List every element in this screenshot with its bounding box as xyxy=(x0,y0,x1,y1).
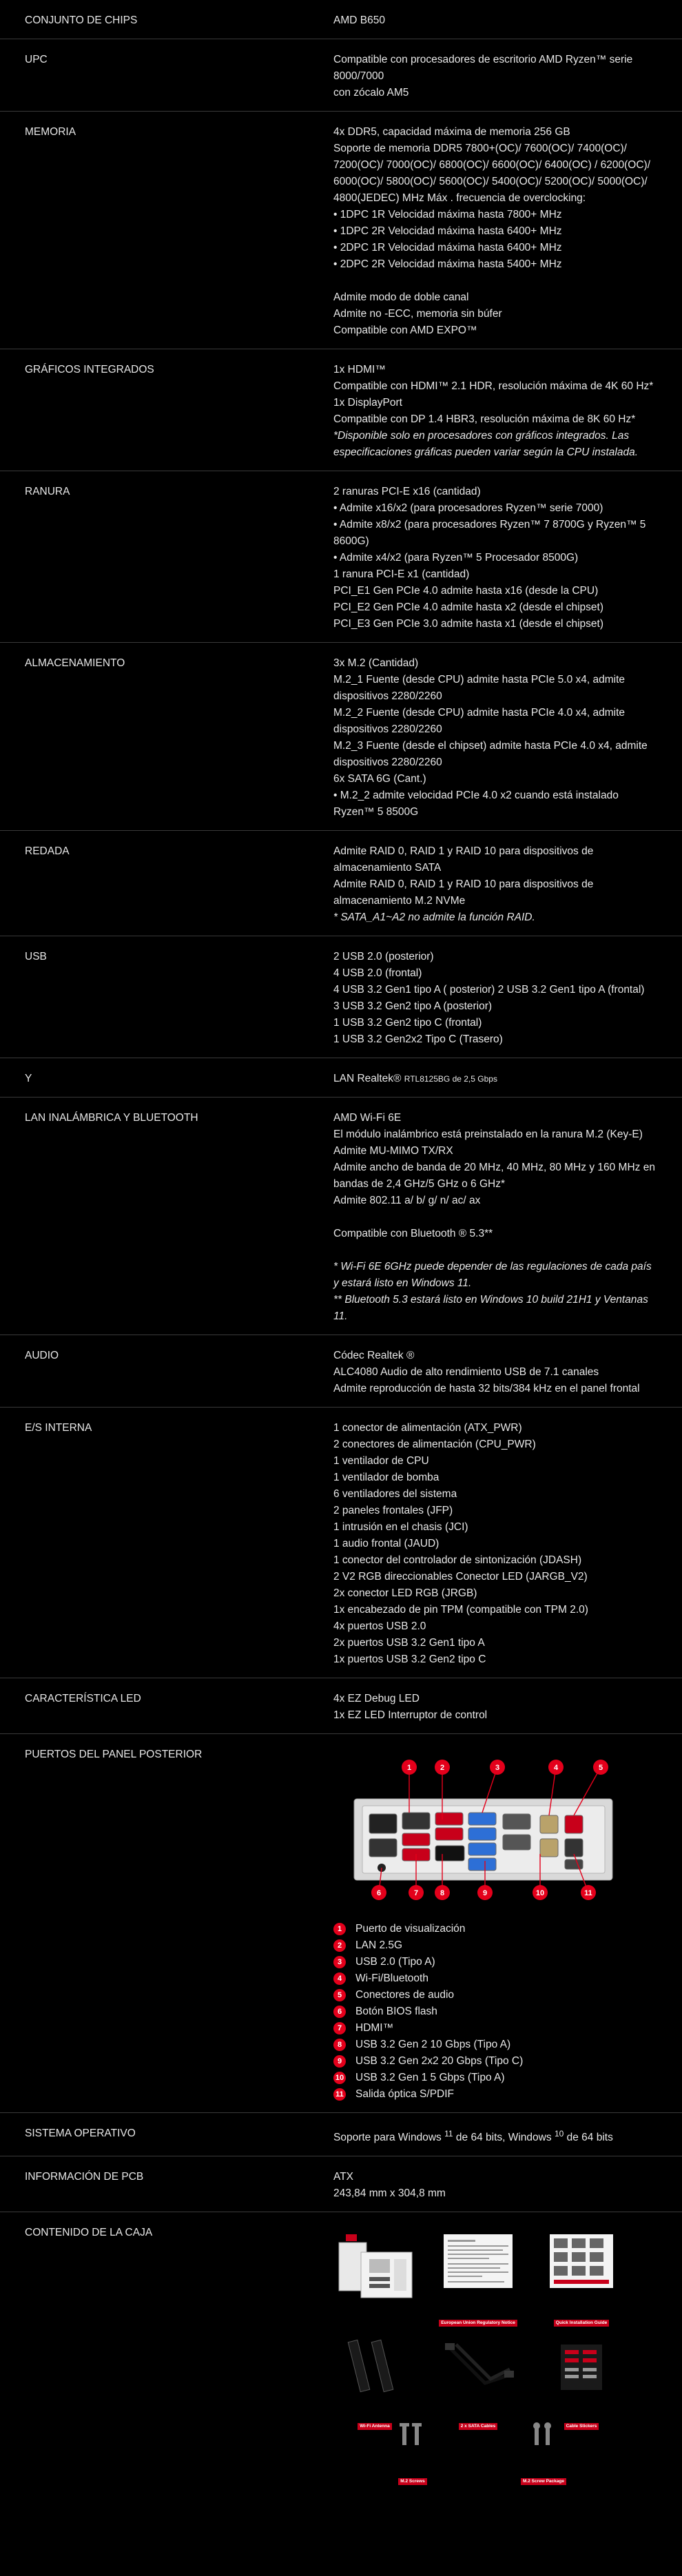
spec-line: PCI_E1 Gen PCIe 4.0 admite hasta x16 (desde la CPU) xyxy=(333,585,599,597)
legend-number-badge: 4 xyxy=(333,1972,346,1985)
spec-line: Compatible con procesadores de escritorio AMD Ryzen™ serie 8000/7000 xyxy=(333,54,636,82)
spec-line: M.2_2 Fuente (desde CPU) admite hasta PCIe 4.0 x4, admite dispositivos 2280/2260 xyxy=(333,707,628,735)
callout-number: 11 xyxy=(584,1889,592,1897)
spec-value xyxy=(333,1420,664,1668)
spec-row xyxy=(0,1408,682,1678)
spec-value xyxy=(333,124,664,339)
spec-line: Admite ancho de banda de 20 MHz, 40 MHz, 80 MHz y 160 MHz en bandas de 2,4 GHz/5 GHz o 6 GHz* xyxy=(333,1162,659,1190)
legend-number-badge: 5 xyxy=(333,1989,346,2001)
spec-row xyxy=(0,471,682,643)
legend-text: Conectores de audio xyxy=(355,1989,455,2001)
spec-line: 1x encabezado de pin TPM (compatible con TPM 2.0) xyxy=(333,1604,588,1616)
spec-label: CARACTERÍSTICA LED xyxy=(25,1693,141,1704)
spec-line: 2 V2 RGB direccionables Conector LED (JARGB_V2) xyxy=(333,1571,588,1583)
spec-line: Admite 802.11 a/ b/ g/ n/ ac/ ax xyxy=(333,1195,481,1206)
io-port xyxy=(565,1815,583,1833)
m2-screws-caption: M.2 Screws xyxy=(398,2478,426,2485)
spec-line: Compatible con AMD EXPO™ xyxy=(333,324,477,336)
legend-number-badge: 11 xyxy=(333,2088,346,2101)
spec-row xyxy=(0,0,682,39)
spec-line: 4x EZ Debug LED xyxy=(333,1693,420,1704)
legend-number-badge: 6 xyxy=(333,2006,346,2018)
legend-text: USB 3.2 Gen 1 5 Gbps (Tipo A) xyxy=(355,2072,505,2083)
spec-line: 2x conector LED RGB (JRGB) xyxy=(333,1587,477,1599)
spec-label: GRÁFICOS INTEGRADOS xyxy=(25,364,154,375)
legend-number-badge: 9 xyxy=(333,2055,346,2068)
spec-line: 1 USB 3.2 Gen2x2 Tipo C (Trasero) xyxy=(333,1033,503,1045)
box-contents-row xyxy=(0,2212,682,2484)
m2-screws xyxy=(375,2418,451,2488)
spec-line: 2 USB 2.0 (posterior) xyxy=(333,951,434,962)
spec-line: ** Bluetooth 5.3 estará listo en Windows 10 build 21H1 y Ventanas 11. xyxy=(333,1294,652,1322)
callout-number: 4 xyxy=(553,1764,559,1772)
spec-row xyxy=(0,1335,682,1408)
legend-item xyxy=(333,2020,659,2037)
spec-value xyxy=(333,1691,664,1724)
spec-line: 4x puertos USB 2.0 xyxy=(333,1620,426,1632)
spec-line: 1 conector del controlador de sintonización (JDASH) xyxy=(333,1554,582,1566)
rear-panel-value xyxy=(333,1746,664,2103)
spec-line: 3 USB 3.2 Gen2 tipo A (posterior) xyxy=(333,1000,493,1012)
spec-label: AUDIO xyxy=(25,1350,59,1361)
spec-label: CONJUNTO DE CHIPS xyxy=(25,14,138,26)
motherboard-box xyxy=(333,2232,416,2313)
io-port xyxy=(468,1858,496,1871)
spec-line: 4 USB 3.2 Gen1 tipo A ( posterior) 2 USB 3.2 Gen1 tipo A (frontal) xyxy=(333,984,645,996)
spec-label: MEMORIA xyxy=(25,126,76,138)
spec-line: Admite RAID 0, RAID 1 y RAID 10 para dispositivos de almacenamiento M.2 NVMe xyxy=(333,878,597,907)
callout-number: 7 xyxy=(413,1889,419,1897)
spec-line: ATX xyxy=(333,2171,353,2183)
spec-row xyxy=(0,112,682,349)
io-port xyxy=(503,1814,530,1829)
quick-installation-guide-image xyxy=(540,2232,623,2307)
spec-line: * SATA_A1~A2 no admite la función RAID. xyxy=(333,911,535,923)
io-port xyxy=(369,1839,397,1857)
spec-line: • Admite x16/x2 (para procesadores Ryzen™ serie 7000) xyxy=(333,502,603,514)
spec-line: Admite RAID 0, RAID 1 y RAID 10 para dispositivos de almacenamiento SATA xyxy=(333,845,597,874)
spec-line: Admite modo de doble canal xyxy=(333,291,469,303)
io-port xyxy=(468,1828,496,1840)
lan-vendor: LAN Realtek® xyxy=(333,1073,402,1084)
spec-line: Admite MU-MIMO TX/RX xyxy=(333,1145,453,1157)
io-port xyxy=(468,1813,496,1825)
io-port xyxy=(435,1846,464,1861)
spec-line: Compatible con DP 1.4 HBR3, resolución máxima de 8K 60 Hz* xyxy=(333,413,636,425)
spec-line: * Wi-Fi 6E 6GHz puede depender de las regulaciones de cada país y estará listo en Windows 11. xyxy=(333,1261,655,1289)
io-port xyxy=(402,1813,430,1829)
os-text: de 64 bits xyxy=(566,2132,613,2144)
rear-io-diagram xyxy=(333,1751,623,1913)
spec-value xyxy=(333,655,664,821)
m2-screw-package-caption: M.2 Screw Package xyxy=(521,2478,566,2485)
spec-line: 2 paneles frontales (JFP) xyxy=(333,1505,453,1516)
spec-value xyxy=(333,949,664,1048)
legend-item xyxy=(333,1954,659,1970)
spec-line: 1 ranura PCI-E x1 (cantidad) xyxy=(333,568,470,580)
spec-line: 4x DDR5, capacidad máxima de memoria 256 GB xyxy=(333,126,570,138)
spec-line: 1 audio frontal (JAUD) xyxy=(333,1538,440,1549)
legend-item xyxy=(333,2070,659,2086)
spec-line: El módulo inalámbrico está preinstalado en la ranura M.2 (Key-E) xyxy=(333,1129,643,1140)
quick-installation-guide-caption: Quick Installation Guide xyxy=(554,2320,609,2327)
spec-row xyxy=(0,831,682,936)
spec-line: 2 ranuras PCI-E x16 (cantidad) xyxy=(333,486,481,497)
spec-line: M.2_3 Fuente (desde el chipset) admite hasta PCIe 4.0 x4, admite dispositivos 2280/2260 xyxy=(333,740,651,768)
legend-item xyxy=(333,2086,659,2103)
legend-number-badge: 1 xyxy=(333,1923,346,1935)
spec-row xyxy=(0,1678,682,1734)
wifi-antenna-image xyxy=(333,2335,416,2411)
spec-label: CONTENIDO DE LA CAJA xyxy=(25,2227,153,2239)
legend-number-badge: 2 xyxy=(333,1939,346,1952)
io-port xyxy=(468,1843,496,1855)
spec-line: Soporte de memoria DDR5 7800+(OC)/ 7600(OC)/ 7400(OC)/ 7200(OC)/ 7000(OC)/ 6800(OC)/ 6600(OC)/ 6400(OC) / 6200(OC)/ 6000(OC)/ 5800(OC)/ 5600(OC)/ 5400(OC)/ 5200(OC)/ 5000(OC)/ 4800(JEDEC) MHz Máx . frecuencia de overclocking: xyxy=(333,143,654,204)
legend-item xyxy=(333,1970,659,1987)
spec-value xyxy=(333,1071,664,1087)
spec-value xyxy=(333,52,664,101)
sata-cables-caption: 2 x SATA Cables xyxy=(459,2423,497,2430)
os-row xyxy=(0,2113,682,2156)
io-port xyxy=(435,1828,463,1840)
spec-line: 1 intrusión en el chasis (JCI) xyxy=(333,1521,468,1533)
legend-text: HDMI™ xyxy=(355,2022,394,2034)
os-text: de 64 bits, Windows xyxy=(455,2132,552,2144)
spec-line xyxy=(333,1242,659,1259)
legend-item xyxy=(333,1937,659,1954)
io-port xyxy=(540,1839,558,1857)
spec-value xyxy=(333,1110,664,1325)
spec-line: 1x EZ LED Interruptor de control xyxy=(333,1709,488,1721)
rear-panel-figure xyxy=(333,1751,659,2103)
io-port xyxy=(503,1835,530,1850)
spec-line: 1 USB 3.2 Gen2 tipo C (frontal) xyxy=(333,1017,482,1029)
spec-line: 243,84 mm x 304,8 mm xyxy=(333,2187,446,2200)
spec-label: Y xyxy=(25,1073,32,1084)
quick-installation-guide xyxy=(540,2232,623,2329)
spec-row xyxy=(0,1058,682,1098)
callout-number: 9 xyxy=(482,1889,488,1897)
spec-line xyxy=(333,1209,659,1226)
spec-value xyxy=(333,2125,664,2146)
spec-row xyxy=(0,936,682,1058)
cable-stickers-caption: Cable Stickers xyxy=(564,2423,599,2430)
spec-line: • Admite x4/x2 (para Ryzen™ 5 Procesador 8500G) xyxy=(333,552,579,564)
spec-line: • 2DPC 2R Velocidad máxima hasta 5400+ MHz xyxy=(333,258,562,270)
callout-number: 3 xyxy=(495,1764,500,1772)
spec-label: INFORMACIÓN DE PCB xyxy=(25,2171,144,2183)
io-port xyxy=(402,1833,430,1846)
m2-screws-image xyxy=(375,2418,451,2466)
spec-line: 2x puertos USB 3.2 Gen1 tipo A xyxy=(333,1637,485,1649)
legend-text: USB 3.2 Gen 2x2 20 Gbps (Tipo C) xyxy=(355,2055,524,2067)
spec-label: RANURA xyxy=(25,486,70,497)
legend-number-badge: 8 xyxy=(333,2039,346,2051)
regulatory-notice-caption: European Union Regulatory Notice xyxy=(439,2320,517,2327)
spec-line: 1 ventilador de CPU xyxy=(333,1455,429,1467)
spec-label: USB xyxy=(25,951,47,962)
legend-text: Botón BIOS flash xyxy=(355,2006,437,2017)
io-port xyxy=(435,1813,463,1825)
legend-text: Wi-Fi/Bluetooth xyxy=(355,1972,428,1984)
spec-line: • Admite x8/x2 (para procesadores Ryzen™ 7 8700G y Ryzen™ 5 8600G) xyxy=(333,519,649,547)
legend-item xyxy=(333,1987,659,2003)
spec-line: con zócalo AM5 xyxy=(333,87,409,99)
legend-text: USB 2.0 (Tipo A) xyxy=(355,1956,435,1968)
spec-line: 1 conector de alimentación (ATX_PWR) xyxy=(333,1422,522,1434)
spec-line: M.2_1 Fuente (desde CPU) admite hasta PCIe 5.0 x4, admite dispositivos 2280/2260 xyxy=(333,674,628,702)
spec-label: ALMACENAMIENTO xyxy=(25,657,125,669)
legend-text: USB 3.2 Gen 2 10 Gbps (Tipo A) xyxy=(355,2039,511,2050)
spec-label: SISTEMA OPERATIVO xyxy=(25,2127,136,2139)
regulatory-notice-image xyxy=(437,2232,519,2307)
legend-item xyxy=(333,1921,659,1937)
spec-label: PUERTOS DEL PANEL POSTERIOR xyxy=(25,1749,203,1760)
spec-line: • 1DPC 1R Velocidad máxima hasta 7800+ MHz xyxy=(333,209,562,220)
legend-text: Puerto de visualización xyxy=(355,1923,466,1935)
os-version-sup: 11 xyxy=(444,2129,453,2139)
spec-value xyxy=(333,484,664,632)
legend-item xyxy=(333,2037,659,2053)
os-text: Soporte para Windows xyxy=(333,2132,442,2144)
io-port xyxy=(369,1814,397,1833)
legend-number-badge: 7 xyxy=(333,2022,346,2034)
spec-value xyxy=(333,362,664,461)
box-contents-grid xyxy=(333,2232,623,2484)
os-version-sup: 10 xyxy=(554,2129,564,2139)
spec-line: ALC4080 Audio de alto rendimiento USB de 7.1 canales xyxy=(333,1366,599,1378)
spec-label: LAN INALÁMBRICA Y BLUETOOTH xyxy=(25,1112,198,1124)
legend-text: LAN 2.5G xyxy=(355,1939,403,1951)
spec-row xyxy=(0,39,682,112)
spec-line: • M.2_2 admite velocidad PCIe 4.0 x2 cuando está instalado Ryzen™ 5 8500G xyxy=(333,790,622,818)
spec-line: 6x SATA 6G (Cant.) xyxy=(333,773,426,785)
callout-number: 5 xyxy=(598,1764,603,1772)
legend-item xyxy=(333,2003,659,2020)
spec-row xyxy=(0,349,682,471)
spec-row xyxy=(0,1098,682,1335)
rear-panel-legend xyxy=(333,1921,659,2103)
spec-value xyxy=(333,843,664,926)
legend-item xyxy=(333,2053,659,2070)
spec-line: 6 ventiladores del sistema xyxy=(333,1488,457,1500)
legend-text: Salida óptica S/PDIF xyxy=(355,2088,455,2100)
spec-line: PCI_E3 Gen PCIe 3.0 admite hasta x1 (desde el chipset) xyxy=(333,618,604,630)
spec-line: Admite reproducción de hasta 32 bits/384 kHz en el panel frontal xyxy=(333,1383,640,1394)
spec-line: *Disponible solo en procesadores con gráficos integrados. Las especificaciones gráficas pueden variar según la CPU instalada. xyxy=(333,430,638,458)
io-port xyxy=(540,1815,558,1833)
spec-row xyxy=(0,643,682,831)
regulatory-notice xyxy=(437,2232,519,2329)
callout-number: 2 xyxy=(440,1764,445,1772)
spec-line: 2 conectores de alimentación (CPU_PWR) xyxy=(333,1439,536,1450)
spec-line xyxy=(333,273,659,289)
pcb-row xyxy=(0,2156,682,2212)
spec-line xyxy=(333,1071,659,1087)
spec-label: REDADA xyxy=(25,845,70,857)
spec-line: Compatible con Bluetooth ® 5.3** xyxy=(333,1228,493,1239)
spec-line: • 2DPC 1R Velocidad máxima hasta 6400+ MHz xyxy=(333,242,562,254)
rear-panel-row xyxy=(0,1734,682,2113)
spec-line: PCI_E2 Gen PCIe 4.0 admite hasta x2 (desde el chipset) xyxy=(333,601,604,613)
motherboard-box-image xyxy=(333,2232,416,2307)
callout-number: 6 xyxy=(376,1889,382,1897)
spec-value xyxy=(333,1348,664,1397)
spec-value xyxy=(333,12,664,29)
legend-number-badge: 10 xyxy=(333,2072,346,2084)
callout-number: 8 xyxy=(440,1889,445,1897)
callout-number: 1 xyxy=(406,1764,412,1772)
callout-number: 10 xyxy=(535,1889,545,1897)
io-port xyxy=(565,1859,583,1869)
spec-line: 1x HDMI™ xyxy=(333,364,386,375)
spec-line: 1x puertos USB 3.2 Gen2 tipo C xyxy=(333,1653,486,1665)
spec-line: 1x DisplayPort xyxy=(333,397,402,409)
legend-number-badge: 3 xyxy=(333,1956,346,1968)
sata-cables-image xyxy=(437,2335,519,2411)
spec-label: UPC xyxy=(25,54,48,65)
spec-label: E/S INTERNA xyxy=(25,1422,92,1434)
lan-chip: RTL8125BG de 2,5 Gbps xyxy=(404,1074,497,1084)
spec-line: AMD Wi-Fi 6E xyxy=(333,1112,402,1124)
spec-line: Admite no -ECC, memoria sin búfer xyxy=(333,308,502,320)
spec-line: 4 USB 2.0 (frontal) xyxy=(333,967,422,979)
spec-line: • 1DPC 2R Velocidad máxima hasta 6400+ MHz xyxy=(333,225,562,237)
m2-screw-package-image xyxy=(506,2418,581,2466)
spec-line xyxy=(333,2125,659,2146)
spec-line: Códec Realtek ® xyxy=(333,1350,415,1361)
box-contents-value xyxy=(333,2225,664,2484)
cable-stickers-image xyxy=(540,2335,623,2411)
spec-value xyxy=(333,2169,664,2202)
spec-line: 1 ventilador de bomba xyxy=(333,1472,440,1483)
spec-line: 3x M.2 (Cantidad) xyxy=(333,657,419,669)
spec-line: AMD B650 xyxy=(333,14,385,26)
wifi-antenna-caption: Wi-Fi Antenna xyxy=(358,2423,391,2430)
spec-line: Compatible con HDMI™ 2.1 HDR, resolución máxima de 4K 60 Hz* xyxy=(333,380,654,392)
m2-screw-package xyxy=(506,2418,581,2488)
